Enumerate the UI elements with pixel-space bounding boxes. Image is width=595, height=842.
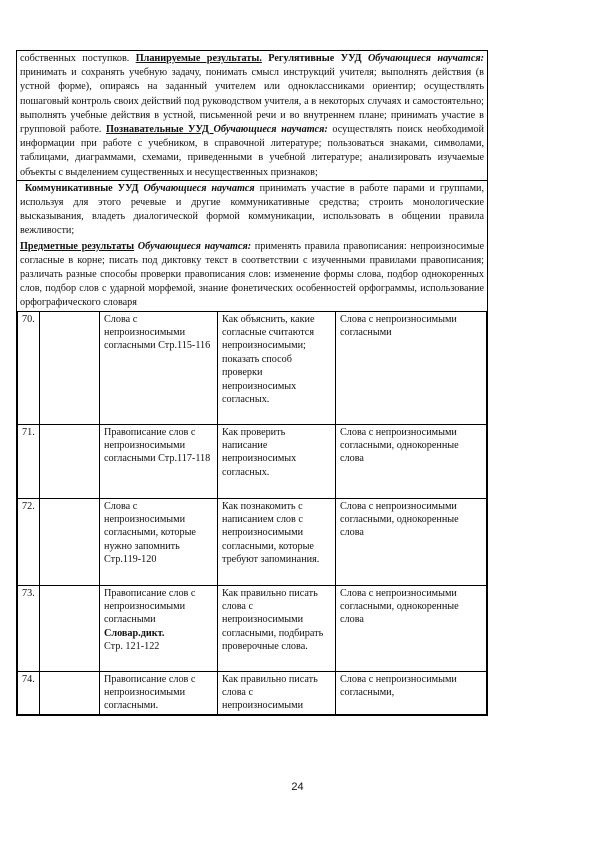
cognitive-heading: Познавательные УУД [106, 124, 214, 136]
outcomes-paragraph-3 [17, 239, 487, 311]
empty-cell [40, 671, 100, 714]
empty-cell [40, 585, 100, 671]
lesson-number: 71. [18, 424, 40, 498]
subject-heading: Предметные результаты [20, 240, 135, 252]
outcomes-block [16, 50, 488, 716]
table-row [18, 498, 487, 585]
document-page [16, 50, 488, 716]
lesson-concepts: Слова с непроизносимыми согласными [336, 311, 487, 424]
lesson-concepts: Слова с непроизносимыми согласными, [336, 671, 487, 714]
lesson-number: 70. [18, 311, 40, 424]
lesson-question: Как правильно писать слова с непроизносимыми согласными, подбирать проверочные слова. [218, 585, 336, 671]
lesson-number: 72. [18, 498, 40, 585]
table-row [18, 311, 487, 424]
regulatory-heading: Регулятивные УУД [261, 53, 368, 64]
lesson-question: Как проверить написание непроизносимых согласных. [218, 424, 336, 498]
empty-cell [40, 424, 100, 498]
lesson-topic: Слова с непроизносимыми согласными Стр.115-116 [100, 311, 218, 424]
lesson-question: Как познакомить с написанием слов с непроизносимыми согласными, которые требуют запоминания. [218, 498, 336, 585]
lesson-concepts: Слова с непроизносимыми согласными, однокоренные слова [336, 585, 487, 671]
planned-results-heading: Планируемые результаты. [135, 53, 262, 64]
lesson-topic: Правописание слов с непроизносимыми согласными Стр.117-118 [100, 424, 218, 498]
page-number: 24 [291, 781, 304, 793]
lesson-concepts: Слова с непроизносимыми согласными, однокоренные слова [336, 498, 487, 585]
lesson-topic [100, 585, 218, 671]
empty-cell [40, 498, 100, 585]
lesson-topic: Правописание слов с непроизносимыми согласными. [100, 671, 218, 714]
table-row [18, 585, 487, 671]
table-row [18, 671, 487, 714]
lesson-question: Как объяснить, какие согласные считаются непроизносимыми; показать способ проверки непроизносимых согласных. [218, 311, 336, 424]
topic-text: Правописание слов с непроизносимыми согласными [104, 587, 196, 626]
table-row [18, 424, 487, 498]
dictation-label: Словар.дикт. [104, 627, 165, 639]
lesson-number: 73. [18, 585, 40, 671]
learner-label: Обучающиеся научатся [143, 182, 255, 194]
subject-text: применять правила правописания: непроизносимые согласные в корне; писать под диктовку текст в соответствии с изученными правилами правописания; различать разные способы проверки правописания слов: изменение формы слова, подбор однокоренных слов, подбор слов с ударной морфемой, знание фонетических особенностей орфограммы, использование орфографического словаря [20, 240, 484, 309]
pages-ref: Стр. 121-122 [104, 641, 160, 653]
lesson-concepts: Слова с непроизносимыми согласными, однокоренные слова [336, 424, 487, 498]
communicative-text: принимать участие в работе парами и группами, используя для этого речевые и другие коммуникативные средства; строить монологические высказывания, владеть диалогической формой коммуникации, использовать в общении правила вежливости; [20, 182, 485, 237]
lesson-question: Как правильно писать слова с непроизносимыми [218, 671, 336, 714]
cognitive-text: осуществлять поиск необходимой информации при работе с учебником, в справочной литературе; пользоваться знаками, символами, таблицами, диаграммами, схемами, приведенными в учебной литературе; анализировать изучаемые объекты с выделением существенных и несущественных признаков; [20, 124, 485, 178]
learner-label: Обучающиеся научатся: [134, 240, 252, 252]
lesson-topic: Слова с непроизносимыми согласными, которые нужно запомнить Стр.119-120 [100, 498, 218, 585]
learner-label: Обучающиеся научатся: [367, 53, 484, 64]
outcomes-paragraph-2 [17, 180, 487, 239]
text: собственных поступков. [20, 53, 136, 64]
regulatory-text: принимать и сохранять учебную задачу, понимать смысл инструкций учителя; выполнять действия (в устной форме), опираясь на заданный учителем или одноклассниками ориентир; осуществлять пошаговый контроль своих действий под руководством учителя, а в некоторых случаях и самостоятельно; выполнять учебные действия в устной, письменной речи и во внутреннем плане; принимать участие в групповой работе. [20, 67, 484, 136]
empty-cell [40, 311, 100, 424]
outcomes-paragraph-1 [17, 51, 487, 180]
lessons-table [17, 311, 487, 715]
communicative-heading: Коммуникативные УУД [24, 182, 144, 194]
lesson-number: 74. [18, 671, 40, 714]
learner-label: Обучающиеся научатся: [213, 124, 328, 136]
